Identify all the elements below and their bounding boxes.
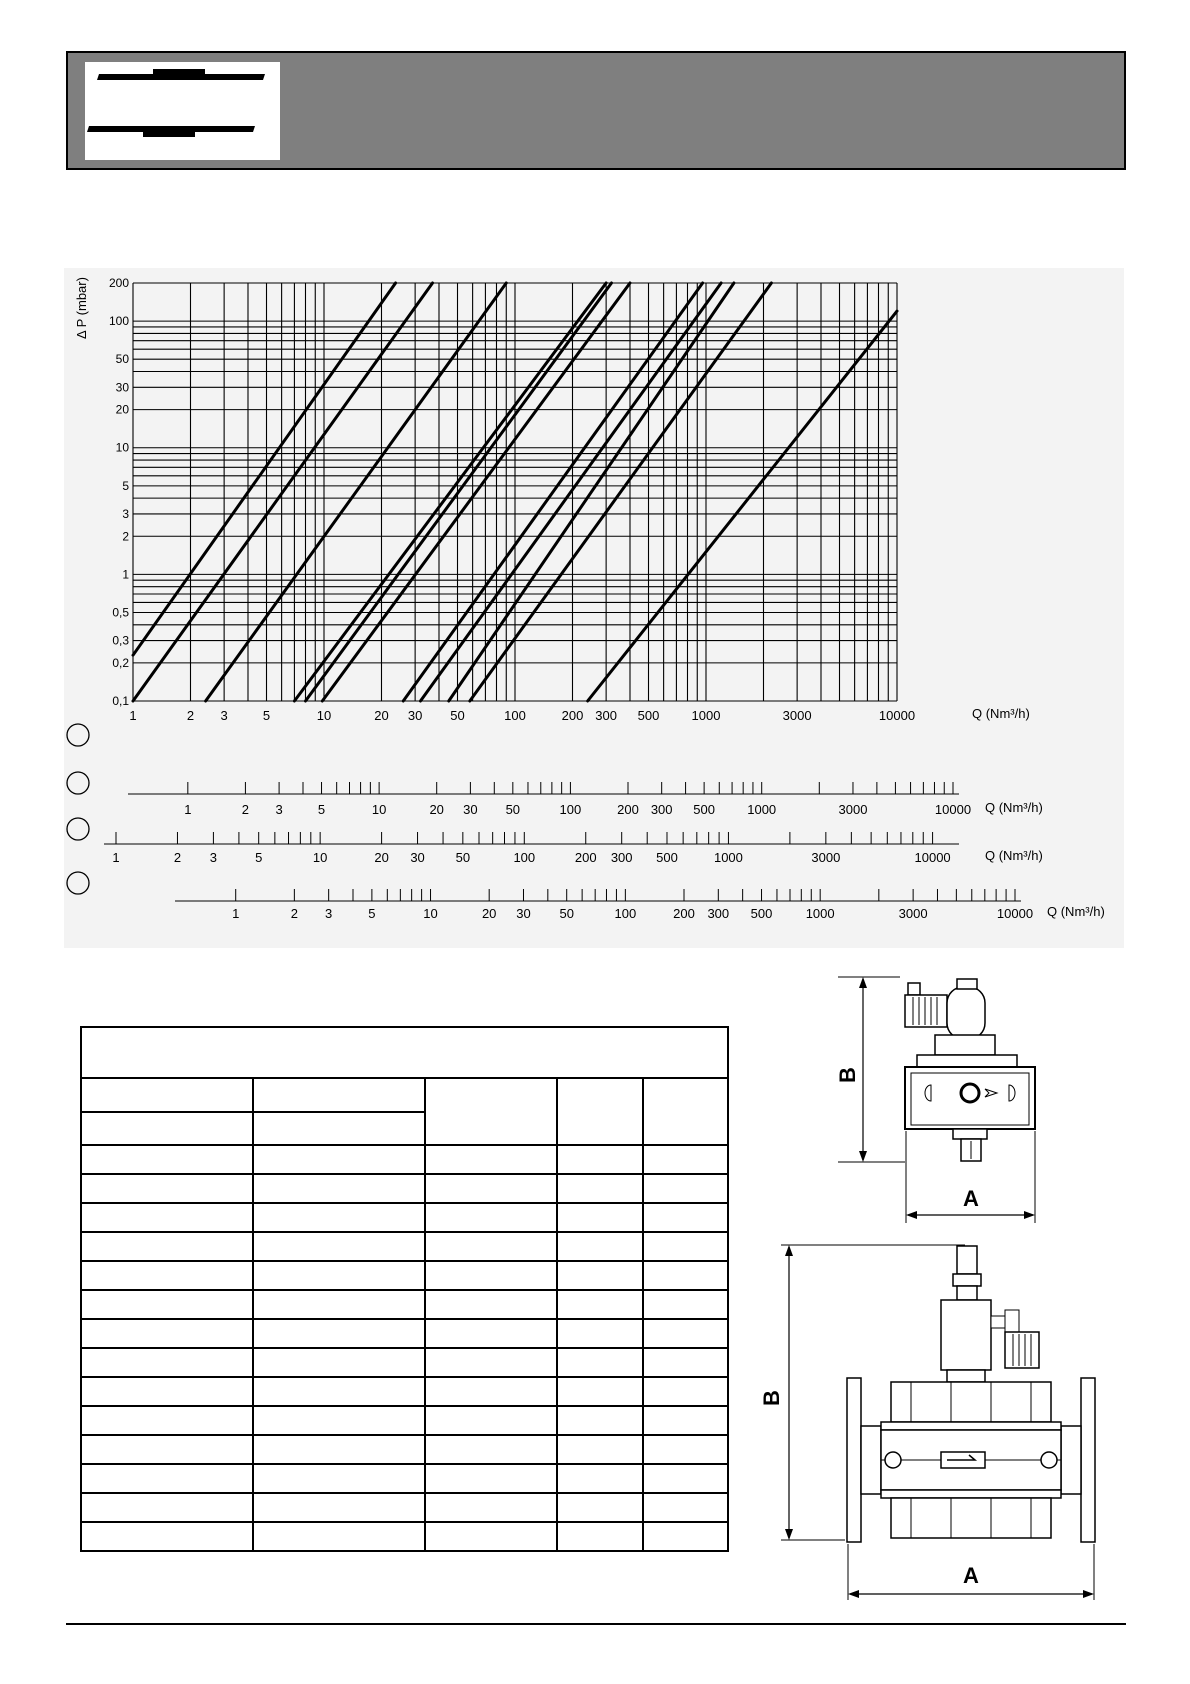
x-tick-label: 20 <box>374 708 389 723</box>
scale-tick-label: 300 <box>650 802 673 817</box>
table-cell <box>643 1493 728 1522</box>
y-tick-label: 30 <box>115 380 129 395</box>
table-cell <box>425 1493 557 1522</box>
scale-marker-circle <box>67 772 89 794</box>
x-tick-label: 1 <box>129 708 137 723</box>
table-cell <box>425 1522 557 1551</box>
scale-marker-circle <box>67 724 89 746</box>
table-cell <box>643 1377 728 1406</box>
table-cell <box>253 1493 425 1522</box>
series-line-curve-7 <box>403 283 702 701</box>
y-tick-label: 0,5 <box>112 605 129 620</box>
table-cell <box>425 1261 557 1290</box>
table-header-cell <box>81 1078 253 1112</box>
header-banner <box>66 51 1126 170</box>
scale-tick-label: 3000 <box>838 802 868 817</box>
scale-tick-label: 5 <box>368 906 376 921</box>
scale-tick-label: 30 <box>410 850 425 865</box>
series-line-curve-9 <box>449 283 734 701</box>
table-cell <box>81 1435 253 1464</box>
table-cell <box>253 1319 425 1348</box>
scale-tick-label: 3 <box>209 850 218 865</box>
table-cell <box>81 1406 253 1435</box>
table-header-cell <box>425 1078 557 1145</box>
table-cell <box>425 1348 557 1377</box>
scale-tick-label: 1000 <box>713 850 743 865</box>
table-cell <box>253 1464 425 1493</box>
scale-tick-label: 1000 <box>747 802 777 817</box>
y-tick-label: 20 <box>115 402 129 417</box>
table-cell <box>643 1290 728 1319</box>
scale-marker-circle <box>67 872 89 894</box>
table-cell <box>253 1203 425 1232</box>
table-header-cell <box>557 1078 643 1145</box>
chart-svg <box>64 268 1124 948</box>
table-cell <box>253 1290 425 1319</box>
table-cell <box>557 1522 643 1551</box>
table-cell <box>81 1232 253 1261</box>
x-tick-label: 30 <box>407 708 423 723</box>
scale-tick-label: 500 <box>750 906 773 921</box>
table-cell <box>557 1261 643 1290</box>
table-cell <box>253 1522 425 1551</box>
x-tick-label: 5 <box>262 708 271 723</box>
scale-tick-label: 10 <box>371 802 387 817</box>
table-cell <box>643 1464 728 1493</box>
scale-tick-label: 10000 <box>914 850 951 865</box>
table-cell <box>557 1493 643 1522</box>
table-cell <box>425 1145 557 1174</box>
scale-tick-label: 10 <box>312 850 328 865</box>
table-cell <box>81 1174 253 1203</box>
table-cell <box>81 1319 253 1348</box>
table-cell <box>425 1377 557 1406</box>
table-cell <box>253 1348 425 1377</box>
dim-a-label: A <box>963 1563 979 1588</box>
dimension-table <box>80 1026 729 1552</box>
series-line-curve-6 <box>322 283 630 701</box>
valve-drawing-flanged <box>759 1240 1105 1615</box>
table-cell <box>643 1522 728 1551</box>
table-cell <box>81 1377 253 1406</box>
table-cell <box>253 1377 425 1406</box>
footer-rule <box>66 1623 1126 1625</box>
scale-tick-label: 100 <box>513 850 536 865</box>
table-cell <box>643 1319 728 1348</box>
x-tick-label: 2 <box>186 708 195 723</box>
scale-tick-label: 200 <box>673 906 695 921</box>
scale-tick-label: 30 <box>463 802 478 817</box>
scale-tick-label: 3 <box>275 802 283 817</box>
series-line-curve-1 <box>133 283 396 655</box>
x-tick-label: 10000 <box>878 708 916 723</box>
scale-tick-label: 1 <box>112 850 120 865</box>
table-cell <box>425 1232 557 1261</box>
table-title-cell <box>81 1027 728 1078</box>
table-cell <box>253 1145 425 1174</box>
scale-tick-label: 200 <box>617 802 639 817</box>
dim-b-label: B <box>759 1390 784 1406</box>
y-tick-label: 0,2 <box>112 655 129 670</box>
y-tick-label: 5 <box>122 478 129 493</box>
table-cell <box>557 1145 643 1174</box>
scale-tick-label: 3000 <box>811 850 841 865</box>
table-cell <box>253 1261 425 1290</box>
scale-tick-label: 5 <box>317 802 326 817</box>
scale-tick-label: 5 <box>255 850 263 865</box>
table-cell <box>557 1232 643 1261</box>
scale-unit-label: Q (Nm³/h) <box>1047 904 1105 919</box>
x-tick-label: 50 <box>450 708 465 723</box>
y-tick-label: 10 <box>115 440 129 455</box>
table-cell <box>81 1493 253 1522</box>
table-cell <box>81 1464 253 1493</box>
y-tick-label: 200 <box>108 276 129 290</box>
valve-drawing-threaded <box>835 975 1060 1235</box>
scale-unit-label: Q (Nm³/h) <box>985 848 1043 863</box>
table-cell <box>557 1435 643 1464</box>
table-cell <box>425 1290 557 1319</box>
y-axis-label: Δ P (mbar) <box>74 277 89 339</box>
table-cell <box>643 1348 728 1377</box>
valve-drawing-flanged-svg <box>759 1240 1105 1610</box>
x-tick-label: 100 <box>504 708 526 723</box>
scale-tick-label: 50 <box>505 802 521 817</box>
table-cell <box>425 1464 557 1493</box>
scale-tick-label: 20 <box>429 802 444 817</box>
y-tick-label: 3 <box>122 506 129 521</box>
table-cell <box>557 1290 643 1319</box>
x-tick-label: 10 <box>316 708 332 723</box>
table-header-cell <box>253 1112 425 1145</box>
x-tick-label: 300 <box>595 708 617 723</box>
table-cell <box>557 1203 643 1232</box>
y-tick-label: 2 <box>122 529 129 544</box>
table-cell <box>643 1406 728 1435</box>
scale-tick-label: 200 <box>574 850 597 865</box>
table-cell <box>425 1435 557 1464</box>
pressure-drop-chart <box>64 268 1124 948</box>
scale-tick-label: 3 <box>325 906 333 921</box>
table-cell <box>643 1232 728 1261</box>
scale-tick-label: 30 <box>516 906 531 921</box>
table-cell <box>643 1261 728 1290</box>
table-cell <box>253 1406 425 1435</box>
table-cell <box>425 1203 557 1232</box>
x-tick-label: 3000 <box>782 708 812 723</box>
logo-graphic <box>85 62 280 160</box>
table-header-cell <box>253 1078 425 1112</box>
dim-a-label: A <box>963 1186 979 1211</box>
scale-tick-label: 20 <box>374 850 389 865</box>
table-cell <box>253 1174 425 1203</box>
table-cell <box>557 1319 643 1348</box>
table-cell <box>81 1290 253 1319</box>
dim-b-label: B <box>835 1067 860 1083</box>
series-line-curve-4 <box>294 283 606 701</box>
scale-unit-label: Q (Nm³/h) <box>985 800 1043 815</box>
table-cell <box>643 1145 728 1174</box>
logo <box>85 62 280 160</box>
scale-tick-label: 300 <box>610 850 633 865</box>
table-cell <box>557 1348 643 1377</box>
series-line-curve-11 <box>588 311 897 701</box>
table-cell <box>557 1406 643 1435</box>
table-cell <box>557 1464 643 1493</box>
series-line-curve-2 <box>133 283 433 701</box>
table-cell <box>425 1319 557 1348</box>
table-cell <box>425 1406 557 1435</box>
scale-tick-label: 1 <box>232 906 240 921</box>
table-header-cell <box>643 1078 728 1145</box>
series-line-curve-3 <box>206 283 507 701</box>
x-tick-label: 200 <box>561 708 584 723</box>
scale-tick-label: 3000 <box>898 906 928 921</box>
y-tick-label: 1 <box>122 567 129 582</box>
valve-drawing-threaded-svg <box>835 975 1060 1230</box>
table-cell <box>81 1261 253 1290</box>
scale-tick-label: 100 <box>559 802 582 817</box>
x-tick-label: 3 <box>220 708 228 723</box>
x-tick-label: 500 <box>637 708 660 723</box>
scale-tick-label: 300 <box>707 906 730 921</box>
table-header-cell <box>81 1112 253 1145</box>
y-tick-label: 100 <box>108 314 129 329</box>
scale-tick-label: 2 <box>241 802 250 817</box>
table-cell <box>643 1435 728 1464</box>
scale-tick-label: 1 <box>184 802 192 817</box>
table-cell <box>81 1348 253 1377</box>
table-cell <box>425 1174 557 1203</box>
scale-tick-label: 20 <box>481 906 497 921</box>
scale-tick-label: 10000 <box>996 906 1034 921</box>
y-tick-label: 0,3 <box>112 633 129 648</box>
scale-tick-label: 10000 <box>934 802 972 817</box>
table-cell <box>643 1174 728 1203</box>
table-cell <box>643 1203 728 1232</box>
table-cell <box>557 1377 643 1406</box>
scale-tick-label: 500 <box>656 850 678 865</box>
scale-tick-label: 100 <box>614 906 637 921</box>
scale-tick-label: 2 <box>173 850 182 865</box>
table-cell <box>81 1522 253 1551</box>
x-tick-label: 1000 <box>691 708 721 723</box>
scale-tick-label: 10 <box>423 906 438 921</box>
scale-tick-label: 500 <box>693 802 715 817</box>
y-tick-label: 50 <box>115 352 129 367</box>
table-cell <box>81 1203 253 1232</box>
table-cell <box>81 1145 253 1174</box>
scale-tick-label: 50 <box>455 850 471 865</box>
x-axis-label: Q (Nm³/h) <box>972 706 1030 721</box>
table-cell <box>253 1435 425 1464</box>
scale-tick-label: 50 <box>559 906 574 921</box>
table-cell <box>253 1232 425 1261</box>
scale-marker-circle <box>67 818 89 840</box>
y-tick-label: 0,1 <box>112 694 129 708</box>
scale-tick-label: 2 <box>290 906 298 921</box>
table-cell <box>557 1174 643 1203</box>
scale-tick-label: 1000 <box>805 906 835 921</box>
